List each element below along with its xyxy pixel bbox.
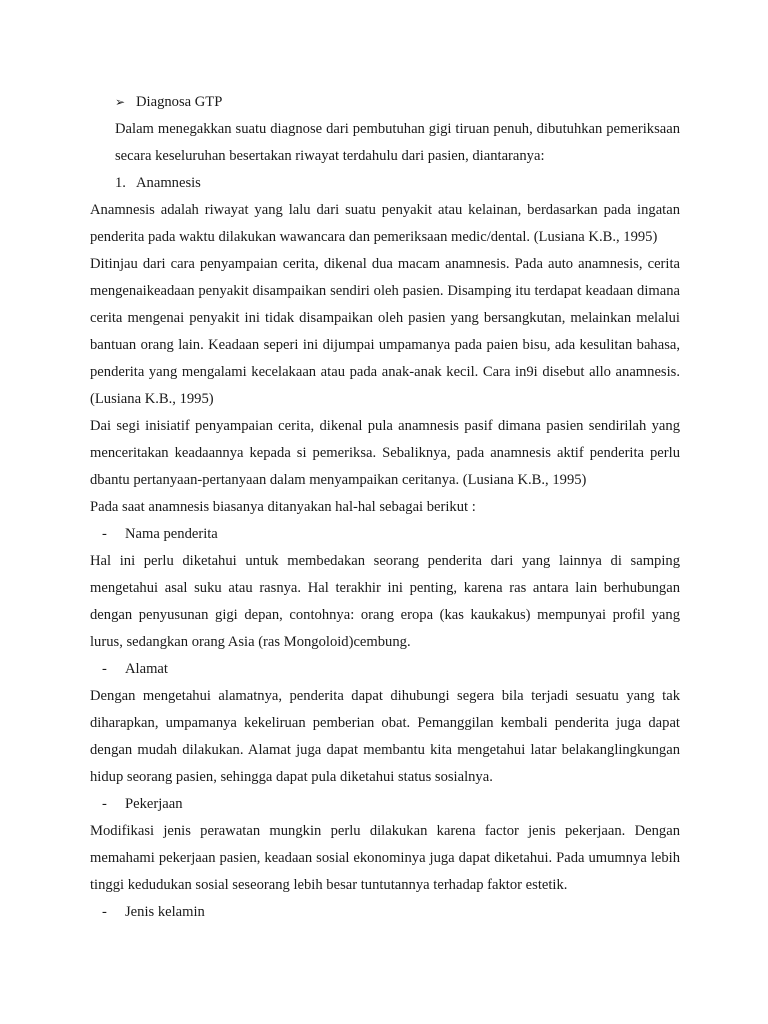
item-text: Anamnesis <box>136 175 201 191</box>
arrow-bullet-icon: ➢ <box>115 95 126 109</box>
section-heading <box>90 89 680 116</box>
section-body-alamat: Dengan mengetahui alamatnya, penderita dapat dihubungi segera bila terjadi sesuatu yang tak diharapkan, umpamanya kekeliruan pemberian obat. Pemanggilan kembali penderita juga dapat dengan mudah dilakukan. Alamat juga dapat membantu kita mengetahui latar belakanglingkungan hidup seorang pasien, sehingga dapat pula diketahui status sosialnya. <box>90 688 680 785</box>
bullet-item-jenis-kelamin <box>90 899 680 926</box>
intro-paragraph: Dalam menegakkan suatu diagnose dari pembutuhan gigi tiruan penuh, dibutuhkan pemeriksaan secara keseluruhan besertakan riwayat terdahulu dari pasien, diantaranya: <box>115 121 680 164</box>
bullet-title: Alamat <box>125 661 168 677</box>
bullet-item-nama <box>90 521 680 548</box>
bullet-item-pekerjaan <box>90 791 680 818</box>
bullet-title: Jenis kelamin <box>125 904 205 920</box>
section-body-nama: Hal ini perlu diketahui untuk membedakan seorang penderita dari yang lainnya di samping mengetahui asal suku atau rasnya. Hal terakhir ini penting, karena ras antara lain berhubungan dengan penyusunan gigi depan, contohnya: orang eropa (kas kaukakus) mempunyai profil yang lurus, sedangkan orang Asia (ras Mongoloid)cembung. <box>90 553 680 650</box>
item-number: 1. <box>115 175 126 191</box>
dash-bullet: - <box>102 661 107 677</box>
dash-bullet: - <box>102 904 107 920</box>
dash-bullet: - <box>102 796 107 812</box>
numbered-item <box>90 170 680 197</box>
paragraph-auto-allo: Ditinjau dari cara penyampaian cerita, dikenal dua macam anamnesis. Pada auto anamnesis, cerita mengenaikeadaan penyakit disampaikan sendiri oleh pasien. Disamping itu terdapat keadaan dimana cerita mengenai penyakit ini tidak disampaikan oleh pasien yang bersangkutan, melainkan melalui bantuan orang lain. Keadaan seperi ini dijumpai umpamanya pada paien bisu, ada kesulitan bahasa, penderita yang mengalami kecelakaan atau pada anak-anak kecil. Cara in9i disebut allo anamnesis. (Lusiana K.B., 1995) <box>90 256 680 407</box>
bullet-title: Pekerjaan <box>125 796 183 812</box>
section-body-pekerjaan: Modifikasi jenis perawatan mungkin perlu dilakukan karena factor jenis pekerjaan. Dengan memahami pekerjaan pasien, keadaan sosial ekonominya juga dapat diketahui. Pada umumnya lebih tinggi kedudukan sosial seseorang lebih besar tuntutannya terhadap faktor estetik. <box>90 823 680 893</box>
paragraph-definition: Anamnesis adalah riwayat yang lalu dari suatu penyakit atau kelainan, berdasarkan pada ingatan penderita pada waktu dilakukan wawancara dan pemeriksaan medic/dental. (Lusiana K.B., 1995) <box>90 202 680 245</box>
dash-bullet: - <box>102 526 107 542</box>
paragraph-pasif-aktif: Dai segi inisiatif penyampaian cerita, dikenal pula anamnesis pasif dimana pasien sendirilah yang menceritakan keadaannya kepada si pemeriksa. Sebaliknya, pada anamnesis aktif penderita perlu dbantu pertanyaan-pertanyaan dalam menyampaikan ceritanya. (Lusiana K.B., 1995) <box>90 418 680 488</box>
document-page <box>90 89 680 926</box>
bullet-title: Nama penderita <box>125 526 218 542</box>
bullet-item-alamat <box>90 656 680 683</box>
heading-text: Diagnosa GTP <box>136 94 223 110</box>
paragraph-lead-in: Pada saat anamnesis biasanya ditanyakan hal-hal sebagai berikut : <box>90 499 476 515</box>
